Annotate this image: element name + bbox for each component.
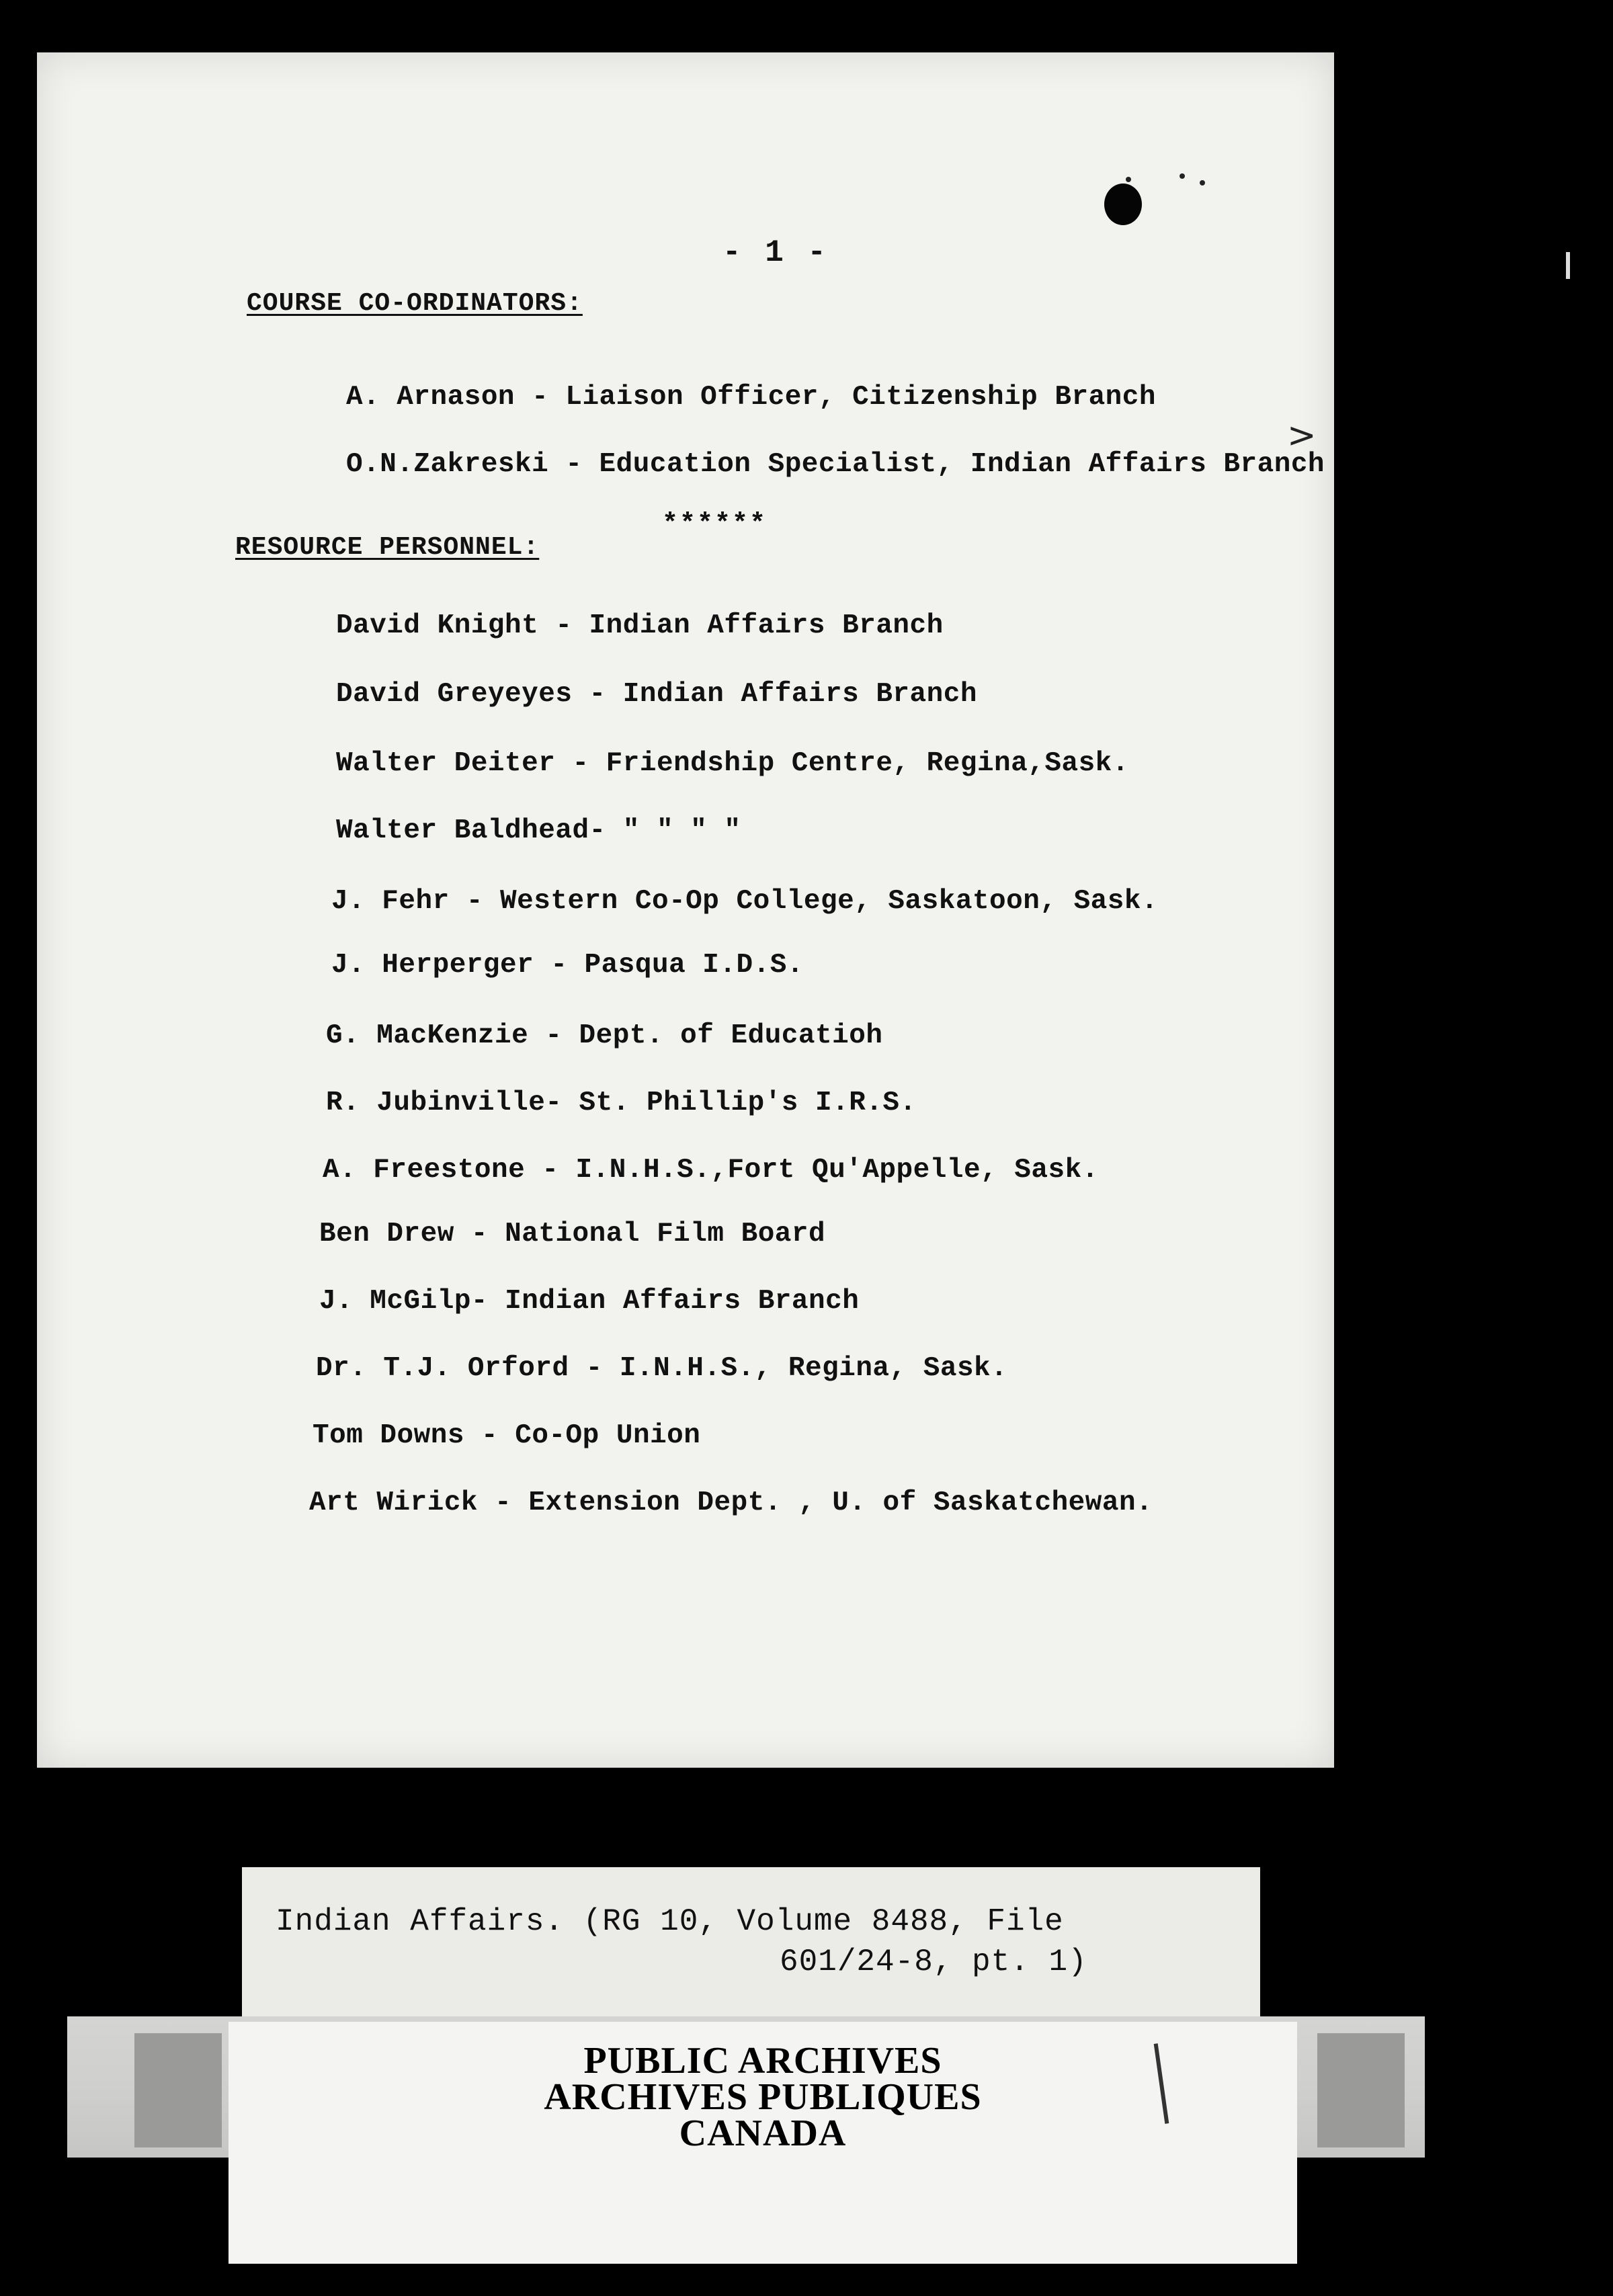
resource-entry: Art Wirick - Extension Dept. , U. of Saskatchewan. [309,1487,1153,1518]
strip-end-right [1317,2033,1405,2147]
resource-entry: Walter Baldhead- " " " " [336,815,741,846]
resource-entry: David Greyeyes - Indian Affairs Branch [336,679,977,710]
archive-reference-line2: 601/24-8, pt. 1) [780,1944,1087,1979]
coordinators-heading: COURSE CO-ORDINATORS: [247,289,583,318]
resource-entry: Walter Deiter - Friendship Centre, Regina,Sask. [336,748,1129,779]
archive-reference-label [242,1867,1260,2022]
resource-entry: Dr. T.J. Orford - I.N.H.S., Regina, Sask. [316,1353,1008,1384]
document-page [37,52,1334,1768]
stamp-line-public-archives: PUBLIC ARCHIVES [583,2040,942,2082]
margin-arrow-mark: > [1287,415,1317,456]
film-edge-mark [1566,252,1570,279]
resource-entry: R. Jubinville- St. Phillip's I.R.S. [326,1088,917,1118]
resource-entry: David Knight - Indian Affairs Branch [336,610,944,641]
coordinator-entry: O.N.Zakreski - Education Specialist, Indian Affairs Branch [346,449,1325,480]
strip-end-left [134,2033,222,2147]
archive-reference-line1: Indian Affairs. (RG 10, Volume 8488, File [276,1904,1064,1939]
resource-entry: Ben Drew - National Film Board [319,1219,826,1249]
resource-entry: J. Herperger - Pasqua I.D.S. [331,950,804,981]
speck [1200,180,1205,186]
speck [1126,177,1131,182]
resource-entry: J. Fehr - Western Co-Op College, Saskatoon, Sask. [331,886,1159,917]
punch-hole [1104,183,1142,225]
resource-personnel-heading: RESOURCE PERSONNEL: [235,533,540,562]
speck [1180,173,1185,179]
page-number: - 1 - [722,235,829,270]
archives-stamp [229,2022,1297,2264]
coordinator-entry: A. Arnason - Liaison Officer, Citizenship Branch [346,382,1156,413]
resource-entry: J. McGilp- Indian Affairs Branch [319,1286,860,1317]
resource-entry: G. MacKenzie - Dept. of Educatioh [326,1020,883,1051]
resource-entry: Tom Downs - Co-Op Union [313,1420,701,1451]
stamp-line-canada: CANADA [679,2113,847,2154]
resource-entry: A. Freestone - I.N.H.S.,Fort Qu'Appelle, Sask. [323,1155,1099,1186]
separator-stars: ****** [662,509,768,540]
stamp-line-archives-publiques: ARCHIVES PUBLIQUES [544,2076,982,2118]
